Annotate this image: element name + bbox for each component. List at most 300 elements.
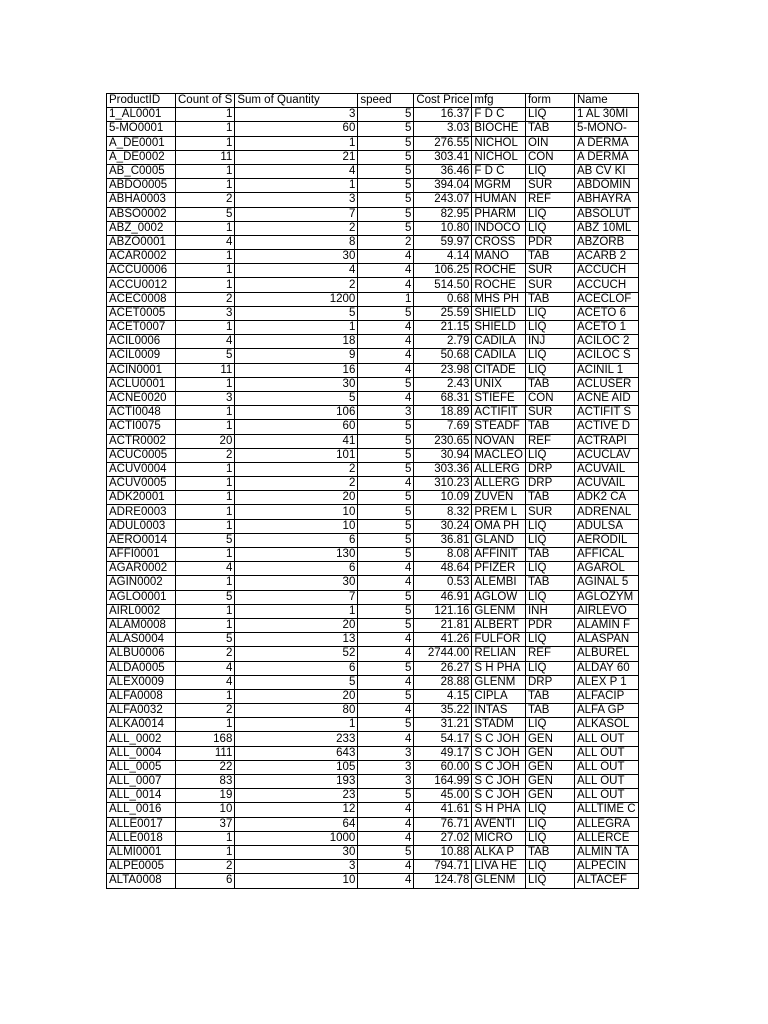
cell-form[interactable]: REF (525, 434, 574, 448)
cell-cost-price[interactable]: 26.27 (414, 661, 472, 675)
cell-cost-price[interactable]: 164.99 (414, 775, 472, 789)
cell-speed[interactable]: 5 (358, 122, 414, 136)
cell-mfg[interactable]: STADM (472, 718, 526, 732)
cell-mfg[interactable]: PHARM (472, 207, 526, 221)
cell-name[interactable]: ACTRAPI (574, 434, 638, 448)
cell-form[interactable]: DRP (525, 462, 574, 476)
cell-name[interactable]: ALL OUT (574, 760, 638, 774)
cell-count[interactable]: 1 (176, 718, 235, 732)
cell-count[interactable]: 2 (176, 647, 235, 661)
cell-sum-quantity[interactable]: 52 (235, 647, 358, 661)
cell-productid[interactable]: ACCU0006 (107, 264, 176, 278)
cell-speed[interactable]: 5 (358, 689, 414, 703)
cell-name[interactable]: ACILOC S (574, 349, 638, 363)
cell-name[interactable]: ALASPAN (574, 633, 638, 647)
cell-sum-quantity[interactable]: 4 (235, 164, 358, 178)
cell-productid[interactable]: ALPE0005 (107, 860, 176, 874)
cell-name[interactable]: A DERMA (574, 150, 638, 164)
cell-count[interactable]: 11 (176, 150, 235, 164)
cell-form[interactable]: INH (525, 604, 574, 618)
cell-form[interactable]: INJ (525, 335, 574, 349)
cell-count[interactable]: 168 (176, 732, 235, 746)
cell-sum-quantity[interactable]: 12 (235, 803, 358, 817)
cell-count[interactable]: 5 (176, 633, 235, 647)
cell-mfg[interactable]: GLENM (472, 675, 526, 689)
cell-form[interactable]: TAB (525, 689, 574, 703)
cell-cost-price[interactable]: 10.09 (414, 491, 472, 505)
cell-form[interactable]: DRP (525, 675, 574, 689)
cell-name[interactable]: ACUCLAV (574, 448, 638, 462)
cell-productid[interactable]: AFFI0001 (107, 548, 176, 562)
cell-speed[interactable]: 5 (358, 618, 414, 632)
cell-cost-price[interactable]: 28.88 (414, 675, 472, 689)
cell-speed[interactable]: 3 (358, 406, 414, 420)
cell-productid[interactable]: ALBU0006 (107, 647, 176, 661)
cell-productid[interactable]: ALL_0002 (107, 732, 176, 746)
cell-name[interactable]: AGLOZYM (574, 590, 638, 604)
cell-form[interactable]: TAB (525, 845, 574, 859)
cell-speed[interactable]: 4 (358, 647, 414, 661)
cell-productid[interactable]: ADRE0003 (107, 505, 176, 519)
cell-speed[interactable]: 5 (358, 661, 414, 675)
cell-count[interactable]: 5 (176, 590, 235, 604)
cell-name[interactable]: ALBUREL (574, 647, 638, 661)
cell-speed[interactable]: 4 (358, 732, 414, 746)
cell-productid[interactable]: ALTA0008 (107, 874, 176, 888)
cell-productid[interactable]: AB_C0005 (107, 164, 176, 178)
cell-form[interactable]: LIQ (525, 831, 574, 845)
cell-form[interactable]: LIQ (525, 718, 574, 732)
cell-speed[interactable]: 5 (358, 150, 414, 164)
cell-speed[interactable]: 5 (358, 519, 414, 533)
cell-mfg[interactable]: AVENTI (472, 817, 526, 831)
cell-cost-price[interactable]: 30.24 (414, 519, 472, 533)
cell-form[interactable]: LIQ (525, 306, 574, 320)
cell-name[interactable]: ABDOMIN (574, 179, 638, 193)
cell-mfg[interactable]: SHIELD (472, 306, 526, 320)
cell-count[interactable]: 1 (176, 264, 235, 278)
cell-productid[interactable]: AGLO0001 (107, 590, 176, 604)
cell-speed[interactable]: 5 (358, 420, 414, 434)
cell-cost-price[interactable]: 2.43 (414, 377, 472, 391)
header-cost-price[interactable]: Cost Price (414, 94, 472, 108)
cell-speed[interactable]: 4 (358, 874, 414, 888)
cell-sum-quantity[interactable]: 6 (235, 562, 358, 576)
cell-cost-price[interactable]: 8.32 (414, 505, 472, 519)
cell-name[interactable]: ACETO 1 (574, 321, 638, 335)
cell-speed[interactable]: 4 (358, 335, 414, 349)
cell-mfg[interactable]: CIPLA (472, 689, 526, 703)
header-mfg[interactable]: mfg (472, 94, 526, 108)
cell-sum-quantity[interactable]: 1 (235, 321, 358, 335)
cell-sum-quantity[interactable]: 30 (235, 250, 358, 264)
cell-form[interactable]: REF (525, 193, 574, 207)
cell-speed[interactable]: 5 (358, 505, 414, 519)
cell-speed[interactable]: 4 (358, 817, 414, 831)
cell-mfg[interactable]: NOVAN (472, 434, 526, 448)
cell-form[interactable]: SUR (525, 278, 574, 292)
cell-speed[interactable]: 5 (358, 207, 414, 221)
cell-cost-price[interactable]: 18.89 (414, 406, 472, 420)
cell-name[interactable]: ALDAY 60 (574, 661, 638, 675)
cell-name[interactable]: ABZORB (574, 235, 638, 249)
cell-name[interactable]: ACILOC 2 (574, 335, 638, 349)
cell-speed[interactable]: 4 (358, 633, 414, 647)
cell-form[interactable]: SUR (525, 264, 574, 278)
cell-form[interactable]: SUR (525, 179, 574, 193)
cell-mfg[interactable]: ROCHE (472, 278, 526, 292)
cell-name[interactable]: AERODIL (574, 533, 638, 547)
cell-cost-price[interactable]: 794.71 (414, 860, 472, 874)
cell-mfg[interactable]: S C JOH (472, 732, 526, 746)
cell-count[interactable]: 2 (176, 448, 235, 462)
cell-name[interactable]: ACECLOF (574, 292, 638, 306)
cell-mfg[interactable]: STEADF (472, 420, 526, 434)
cell-productid[interactable]: ALAS0004 (107, 633, 176, 647)
cell-name[interactable]: ACINIL 1 (574, 363, 638, 377)
cell-cost-price[interactable]: 8.08 (414, 548, 472, 562)
cell-cost-price[interactable]: 124.78 (414, 874, 472, 888)
cell-cost-price[interactable]: 121.16 (414, 604, 472, 618)
cell-cost-price[interactable]: 45.00 (414, 789, 472, 803)
cell-name[interactable]: ALLTIME C (574, 803, 638, 817)
cell-count[interactable]: 83 (176, 775, 235, 789)
cell-count[interactable]: 1 (176, 689, 235, 703)
cell-productid[interactable]: ALKA0014 (107, 718, 176, 732)
cell-speed[interactable]: 3 (358, 760, 414, 774)
cell-name[interactable]: ACCUCH (574, 264, 638, 278)
cell-cost-price[interactable]: 4.15 (414, 689, 472, 703)
cell-productid[interactable]: ALL_0005 (107, 760, 176, 774)
cell-speed[interactable]: 5 (358, 377, 414, 391)
cell-sum-quantity[interactable]: 18 (235, 335, 358, 349)
cell-cost-price[interactable]: 76.71 (414, 817, 472, 831)
cell-productid[interactable]: ALAM0008 (107, 618, 176, 632)
cell-productid[interactable]: ACTI0048 (107, 406, 176, 420)
cell-mfg[interactable]: OMA PH (472, 519, 526, 533)
cell-count[interactable]: 4 (176, 661, 235, 675)
cell-productid[interactable]: AGAR0002 (107, 562, 176, 576)
cell-speed[interactable]: 5 (358, 462, 414, 476)
cell-sum-quantity[interactable]: 6 (235, 533, 358, 547)
cell-count[interactable]: 6 (176, 874, 235, 888)
cell-name[interactable]: ADULSA (574, 519, 638, 533)
cell-cost-price[interactable]: 31.21 (414, 718, 472, 732)
cell-mfg[interactable]: NICHOL (472, 150, 526, 164)
cell-productid[interactable]: ALL_0016 (107, 803, 176, 817)
cell-cost-price[interactable]: 60.00 (414, 760, 472, 774)
cell-sum-quantity[interactable]: 2 (235, 221, 358, 235)
cell-form[interactable]: LIQ (525, 349, 574, 363)
cell-sum-quantity[interactable]: 41 (235, 434, 358, 448)
cell-mfg[interactable]: STIEFE (472, 391, 526, 405)
cell-productid[interactable]: ALL_0004 (107, 746, 176, 760)
cell-name[interactable]: 5-MONO- (574, 122, 638, 136)
cell-cost-price[interactable]: 36.46 (414, 164, 472, 178)
cell-productid[interactable]: ACNE0020 (107, 391, 176, 405)
cell-mfg[interactable]: MGRM (472, 179, 526, 193)
cell-cost-price[interactable]: 21.15 (414, 321, 472, 335)
cell-count[interactable]: 1 (176, 406, 235, 420)
cell-mfg[interactable]: ALLERG (472, 462, 526, 476)
cell-count[interactable]: 4 (176, 675, 235, 689)
cell-name[interactable]: AGAROL (574, 562, 638, 576)
cell-form[interactable]: LIQ (525, 519, 574, 533)
cell-sum-quantity[interactable]: 10 (235, 505, 358, 519)
cell-cost-price[interactable]: 2.79 (414, 335, 472, 349)
cell-count[interactable]: 20 (176, 434, 235, 448)
cell-productid[interactable]: 5-MO0001 (107, 122, 176, 136)
cell-mfg[interactable]: S C JOH (472, 760, 526, 774)
cell-count[interactable]: 2 (176, 292, 235, 306)
cell-speed[interactable]: 5 (358, 164, 414, 178)
cell-mfg[interactable]: ALLERG (472, 477, 526, 491)
cell-mfg[interactable]: AFFINIT (472, 548, 526, 562)
cell-form[interactable]: LIQ (525, 533, 574, 547)
cell-count[interactable]: 5 (176, 207, 235, 221)
cell-cost-price[interactable]: 7.69 (414, 420, 472, 434)
cell-sum-quantity[interactable]: 106 (235, 406, 358, 420)
cell-sum-quantity[interactable]: 193 (235, 775, 358, 789)
cell-form[interactable]: LIQ (525, 221, 574, 235)
cell-cost-price[interactable]: 27.02 (414, 831, 472, 845)
cell-speed[interactable]: 5 (358, 179, 414, 193)
cell-sum-quantity[interactable]: 9 (235, 349, 358, 363)
cell-productid[interactable]: ACIL0006 (107, 335, 176, 349)
cell-name[interactable]: AB CV KI (574, 164, 638, 178)
cell-cost-price[interactable]: 10.80 (414, 221, 472, 235)
cell-cost-price[interactable]: 394.04 (414, 179, 472, 193)
cell-sum-quantity[interactable]: 13 (235, 633, 358, 647)
cell-speed[interactable]: 4 (358, 675, 414, 689)
cell-sum-quantity[interactable]: 80 (235, 704, 358, 718)
cell-cost-price[interactable]: 4.14 (414, 250, 472, 264)
cell-count[interactable]: 1 (176, 164, 235, 178)
cell-productid[interactable]: ABZ_0002 (107, 221, 176, 235)
cell-cost-price[interactable]: 514.50 (414, 278, 472, 292)
cell-form[interactable]: CON (525, 391, 574, 405)
cell-cost-price[interactable]: 276.55 (414, 136, 472, 150)
cell-cost-price[interactable]: 10.88 (414, 845, 472, 859)
cell-count[interactable]: 1 (176, 250, 235, 264)
cell-name[interactable]: ALL OUT (574, 746, 638, 760)
cell-productid[interactable]: AGIN0002 (107, 576, 176, 590)
header-sum-quantity[interactable]: Sum of Quantity (235, 94, 358, 108)
cell-cost-price[interactable]: 230.65 (414, 434, 472, 448)
cell-cost-price[interactable]: 25.59 (414, 306, 472, 320)
cell-sum-quantity[interactable]: 5 (235, 306, 358, 320)
cell-mfg[interactable]: NICHOL (472, 136, 526, 150)
cell-count[interactable]: 111 (176, 746, 235, 760)
cell-speed[interactable]: 4 (358, 349, 414, 363)
cell-mfg[interactable]: S C JOH (472, 746, 526, 760)
cell-count[interactable]: 1 (176, 420, 235, 434)
cell-count[interactable]: 1 (176, 491, 235, 505)
cell-name[interactable]: ALL OUT (574, 789, 638, 803)
cell-speed[interactable]: 4 (358, 264, 414, 278)
cell-sum-quantity[interactable]: 7 (235, 590, 358, 604)
cell-cost-price[interactable]: 2744.00 (414, 647, 472, 661)
cell-mfg[interactable]: ROCHE (472, 264, 526, 278)
cell-speed[interactable]: 3 (358, 746, 414, 760)
cell-sum-quantity[interactable]: 105 (235, 760, 358, 774)
cell-mfg[interactable]: MANO (472, 250, 526, 264)
cell-count[interactable]: 4 (176, 562, 235, 576)
cell-mfg[interactable]: UNIX (472, 377, 526, 391)
cell-name[interactable]: ALAMIN F (574, 618, 638, 632)
cell-speed[interactable]: 5 (358, 193, 414, 207)
cell-count[interactable]: 1 (176, 477, 235, 491)
cell-speed[interactable]: 5 (358, 491, 414, 505)
cell-count[interactable]: 1 (176, 179, 235, 193)
cell-mfg[interactable]: PREM L (472, 505, 526, 519)
cell-speed[interactable]: 5 (358, 590, 414, 604)
cell-mfg[interactable]: S H PHA (472, 803, 526, 817)
cell-name[interactable]: ACTIVE D (574, 420, 638, 434)
cell-speed[interactable]: 4 (358, 831, 414, 845)
cell-sum-quantity[interactable]: 3 (235, 108, 358, 122)
cell-productid[interactable]: ADUL0003 (107, 519, 176, 533)
cell-sum-quantity[interactable]: 2 (235, 278, 358, 292)
cell-mfg[interactable]: INDOCO (472, 221, 526, 235)
cell-cost-price[interactable]: 36.81 (414, 533, 472, 547)
cell-mfg[interactable]: GLAND (472, 533, 526, 547)
cell-count[interactable]: 19 (176, 789, 235, 803)
cell-cost-price[interactable]: 106.25 (414, 264, 472, 278)
cell-form[interactable]: CON (525, 150, 574, 164)
cell-name[interactable]: ADRENAL (574, 505, 638, 519)
cell-count[interactable]: 2 (176, 860, 235, 874)
cell-form[interactable]: SUR (525, 406, 574, 420)
cell-form[interactable]: LIQ (525, 164, 574, 178)
cell-name[interactable]: ACTIFIT S (574, 406, 638, 420)
cell-cost-price[interactable]: 41.61 (414, 803, 472, 817)
cell-sum-quantity[interactable]: 4 (235, 264, 358, 278)
cell-name[interactable]: AIRLEVO (574, 604, 638, 618)
cell-sum-quantity[interactable]: 30 (235, 845, 358, 859)
cell-productid[interactable]: ALFA0032 (107, 704, 176, 718)
cell-productid[interactable]: ALEX0009 (107, 675, 176, 689)
cell-count[interactable]: 1 (176, 136, 235, 150)
cell-cost-price[interactable]: 48.64 (414, 562, 472, 576)
cell-mfg[interactable]: LIVA HE (472, 860, 526, 874)
cell-cost-price[interactable]: 0.68 (414, 292, 472, 306)
cell-name[interactable]: ALFACIP (574, 689, 638, 703)
cell-mfg[interactable]: ALBERT (472, 618, 526, 632)
cell-productid[interactable]: ALL_0007 (107, 775, 176, 789)
cell-mfg[interactable]: S C JOH (472, 789, 526, 803)
cell-productid[interactable]: ACIL0009 (107, 349, 176, 363)
cell-speed[interactable]: 4 (358, 576, 414, 590)
cell-name[interactable]: ALEX P 1 (574, 675, 638, 689)
cell-sum-quantity[interactable]: 64 (235, 817, 358, 831)
cell-name[interactable]: ACNE AID (574, 391, 638, 405)
cell-sum-quantity[interactable]: 20 (235, 689, 358, 703)
cell-speed[interactable]: 5 (358, 548, 414, 562)
cell-count[interactable]: 3 (176, 306, 235, 320)
cell-form[interactable]: TAB (525, 704, 574, 718)
cell-form[interactable]: TAB (525, 491, 574, 505)
cell-speed[interactable]: 5 (358, 789, 414, 803)
cell-speed[interactable]: 5 (358, 136, 414, 150)
cell-sum-quantity[interactable]: 5 (235, 391, 358, 405)
cell-form[interactable]: LIQ (525, 661, 574, 675)
cell-count[interactable]: 3 (176, 391, 235, 405)
cell-sum-quantity[interactable]: 3 (235, 860, 358, 874)
cell-form[interactable]: LIQ (525, 633, 574, 647)
cell-productid[interactable]: ACCU0012 (107, 278, 176, 292)
cell-count[interactable]: 1 (176, 108, 235, 122)
cell-form[interactable]: LIQ (525, 448, 574, 462)
cell-count[interactable]: 5 (176, 533, 235, 547)
cell-form[interactable]: GEN (525, 775, 574, 789)
cell-speed[interactable]: 4 (358, 321, 414, 335)
cell-cost-price[interactable]: 0.53 (414, 576, 472, 590)
cell-productid[interactable]: ACUV0004 (107, 462, 176, 476)
cell-cost-price[interactable]: 35.22 (414, 704, 472, 718)
cell-sum-quantity[interactable]: 8 (235, 235, 358, 249)
cell-sum-quantity[interactable]: 20 (235, 618, 358, 632)
cell-count[interactable]: 5 (176, 349, 235, 363)
cell-speed[interactable]: 5 (358, 221, 414, 235)
cell-mfg[interactable]: AGLOW (472, 590, 526, 604)
cell-mfg[interactable]: RELIAN (472, 647, 526, 661)
cell-cost-price[interactable]: 54.17 (414, 732, 472, 746)
cell-mfg[interactable]: CROSS (472, 235, 526, 249)
cell-mfg[interactable]: CADILA (472, 335, 526, 349)
cell-sum-quantity[interactable]: 3 (235, 193, 358, 207)
cell-name[interactable]: ALLEGRA (574, 817, 638, 831)
cell-mfg[interactable]: ALKA P (472, 845, 526, 859)
cell-productid[interactable]: ABZO0001 (107, 235, 176, 249)
cell-productid[interactable]: ACEC0008 (107, 292, 176, 306)
cell-speed[interactable]: 5 (358, 448, 414, 462)
cell-form[interactable]: LIQ (525, 321, 574, 335)
cell-count[interactable]: 2 (176, 704, 235, 718)
cell-speed[interactable]: 5 (358, 604, 414, 618)
cell-mfg[interactable]: FULFOR (472, 633, 526, 647)
cell-name[interactable]: ALPECIN (574, 860, 638, 874)
cell-cost-price[interactable]: 30.94 (414, 448, 472, 462)
cell-count[interactable]: 1 (176, 604, 235, 618)
cell-count[interactable]: 2 (176, 193, 235, 207)
cell-count[interactable]: 1 (176, 221, 235, 235)
cell-cost-price[interactable]: 41.26 (414, 633, 472, 647)
cell-mfg[interactable]: SHIELD (472, 321, 526, 335)
cell-sum-quantity[interactable]: 1 (235, 604, 358, 618)
cell-name[interactable]: ABHAYRA (574, 193, 638, 207)
cell-form[interactable]: GEN (525, 789, 574, 803)
cell-sum-quantity[interactable]: 101 (235, 448, 358, 462)
cell-form[interactable]: LIQ (525, 108, 574, 122)
cell-productid[interactable]: ACLU0001 (107, 377, 176, 391)
cell-form[interactable]: LIQ (525, 363, 574, 377)
cell-form[interactable]: DRP (525, 477, 574, 491)
cell-form[interactable]: TAB (525, 122, 574, 136)
cell-form[interactable]: REF (525, 647, 574, 661)
cell-cost-price[interactable]: 16.37 (414, 108, 472, 122)
cell-form[interactable]: TAB (525, 250, 574, 264)
cell-count[interactable]: 4 (176, 235, 235, 249)
cell-form[interactable]: TAB (525, 548, 574, 562)
cell-speed[interactable]: 4 (358, 278, 414, 292)
cell-sum-quantity[interactable]: 20 (235, 491, 358, 505)
cell-count[interactable]: 1 (176, 548, 235, 562)
cell-cost-price[interactable]: 303.41 (414, 150, 472, 164)
cell-mfg[interactable]: INTAS (472, 704, 526, 718)
cell-name[interactable]: ABSOLUT (574, 207, 638, 221)
cell-sum-quantity[interactable]: 1 (235, 179, 358, 193)
